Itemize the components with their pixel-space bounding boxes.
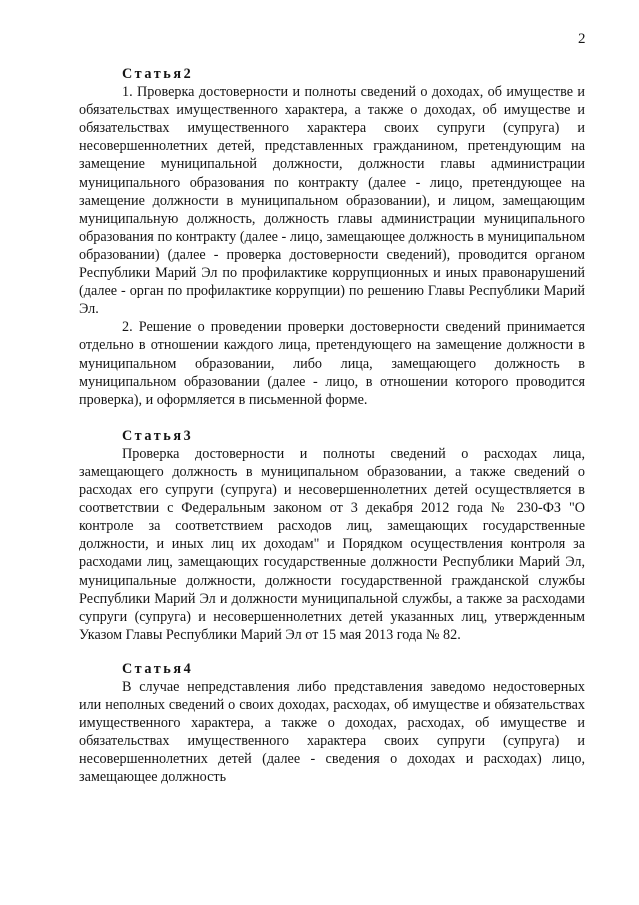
article-2: [79, 65, 585, 409]
article-3-heading: Статья3: [122, 427, 194, 444]
article-4-heading: Статья4: [122, 660, 194, 677]
document-body: [79, 65, 585, 787]
article-3-paragraph-1: Проверка достоверности и полноты сведений о расходах лица, замещающего должность в муниципальном образовании, а также сведений о расходах его супруги (супруга) и несовершеннолетних детей осуществляется в соответствии с Федеральным законом от 3 декабря 2012 года № 230-ФЗ "О контроле за соответствием расходов лиц, замещающих государственные должности, и иных лиц их доходам" и Порядком осуществления контроля за расходами лиц, замещающих государственные должности Республики Марий Эл, муниципальные должности, должности государственной гражданской службы Республики Марий Эл и должности муниципальной службы, а также за расходами супруги (супруга) и несовершеннолетних детей указанных лиц, утвержденным Указом Главы Республики Марий Эл от 15 мая 2013 года № 82.: [79, 445, 585, 643]
article-3: [79, 427, 585, 644]
article-4: [79, 660, 585, 787]
page-number: 2: [578, 31, 586, 47]
section-spacer: [79, 644, 585, 660]
article-2-paragraph-1: 1. Проверка достоверности и полноты сведений о доходах, об имуществе и обязательствах имущественного характера, а также о доходах, об имуществе и обязательствах имущественного характера своих супруги (супруга) и несовершеннолетних детей, представленных гражданином, претендующим на замещение муниципальной должности, должности главы администрации муниципального образования по контракту (далее - лицо, претендующее на замещение должности в муниципальном образовании), и лицом, замещающим муниципальную должность, должность главы администрации муниципального образования по контракту (далее - лицо, замещающее должность в муниципальном образовании) (далее - проверка достоверности сведений), проводится органом Республики Марий Эл по профилактике коррупционных и иных правонарушений (далее - орган по профилактике коррупции) по решению Главы Республики Марий Эл.: [79, 84, 585, 318]
article-2-paragraph-2: 2. Решение о проведении проверки достоверности сведений принимается отдельно в отношении каждого лица, претендующего на замещение должности в муниципальном образовании, либо лица, замещающего должность в муниципальном образовании (далее - лицо, в отношении которого проводится проверка), и оформляется в письменной форме.: [79, 319, 585, 408]
article-4-paragraph-1: В случае непредставления либо представления заведомо недостоверных или неполных сведений о своих доходах, расходах, об имуществе и обязательствах имущественного характера, а также о доходах, расходах, об имуществе и обязательствах имущественного характера своих супруги (супруга) и несовершеннолетних детей (далее - сведения о доходах и расходах) лицо, замещающее должность: [79, 679, 585, 786]
section-spacer: [79, 409, 585, 427]
article-2-heading: Статья2: [122, 66, 194, 82]
